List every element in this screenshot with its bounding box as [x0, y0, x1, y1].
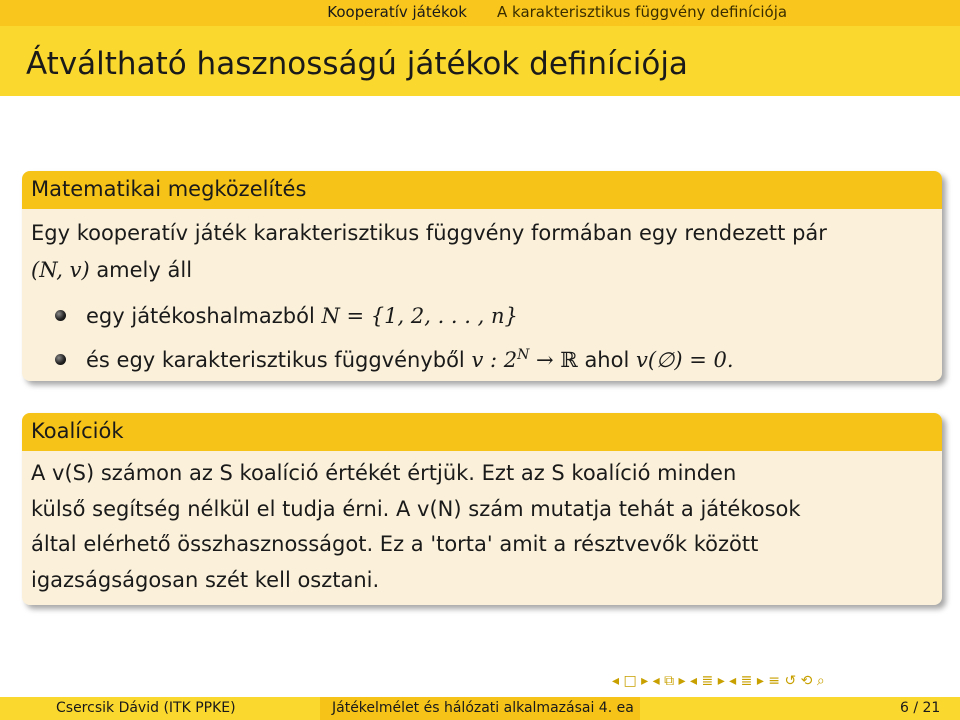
footer-bar	[0, 697, 960, 720]
definition-block	[22, 171, 942, 381]
definition-bullet-list	[31, 294, 933, 381]
footer-author: Csercsik Dávid (ITK PPKE)	[56, 700, 236, 716]
coalitions-line-1: A v(S) számon az S koalíció értékét értjük. Ezt az S koalíció minden	[31, 461, 737, 485]
coalitions-line-4: igazságságosan szét kell osztani.	[31, 567, 380, 592]
subsection-link[interactable]: A karakterisztikus függvény definíciója	[497, 3, 788, 21]
definition-block-body	[22, 209, 942, 381]
player-set-formula: N = {1, 2, . . . , n}	[321, 304, 518, 328]
definition-intro-line-1: Egy kooperatív játék karakterisztikus függvény formában egy rendezett pár	[31, 221, 827, 245]
footer-talk-title: Játékelmélet és hálózati alkalmazásai 4. ea	[332, 700, 634, 716]
definition-block-title: Matematikai megközelítés	[22, 171, 942, 209]
intro-line-2-text: amely áll	[89, 258, 193, 282]
bullet-1-text: egy játékoshalmazból	[86, 304, 322, 328]
definition-intro-line-2	[31, 252, 933, 289]
bullet-2-text: és egy karakterisztikus függvényből	[86, 348, 472, 372]
list-item	[31, 294, 933, 338]
coalitions-block	[22, 413, 942, 605]
frame-title-bar	[0, 26, 960, 96]
characteristic-function-formula-a: v : 2	[471, 348, 518, 372]
power-set-exponent: N	[517, 347, 530, 363]
bullet-icon	[55, 354, 66, 365]
bullet-icon	[55, 310, 66, 321]
characteristic-function-formula-b: → ℝ	[529, 348, 578, 372]
coalitions-block-title: Koalíciók	[22, 413, 942, 451]
pair-notation: (N, v)	[31, 258, 90, 282]
coalitions-line-2: külső segítség nélkül el tudja érni. A v(N) szám mutatja tehát a játékosok	[31, 496, 801, 521]
coalitions-block-body	[22, 451, 942, 598]
beamer-navigation-icons[interactable]: ◂ □ ▸ ◂ ⧉ ▸ ◂ ≣ ▸ ◂ ≣ ▸ ≡ ↺ ⟲ ⌕	[612, 673, 825, 689]
list-item	[31, 338, 933, 381]
coalitions-line-3: által elérhető összhasznosságot. Ez a 'torta' amit a résztvevők között	[31, 532, 759, 556]
bullet-2-where: ahol	[577, 348, 636, 372]
frame-title: Átváltható hasznosságú játékok definíciója	[26, 46, 688, 82]
header-navigation-bar	[0, 0, 960, 26]
section-link[interactable]: Kooperatív játékok	[327, 3, 467, 21]
footer-page-number: 6 / 21	[900, 700, 941, 716]
empty-set-condition: v(∅) = 0.	[635, 348, 734, 372]
